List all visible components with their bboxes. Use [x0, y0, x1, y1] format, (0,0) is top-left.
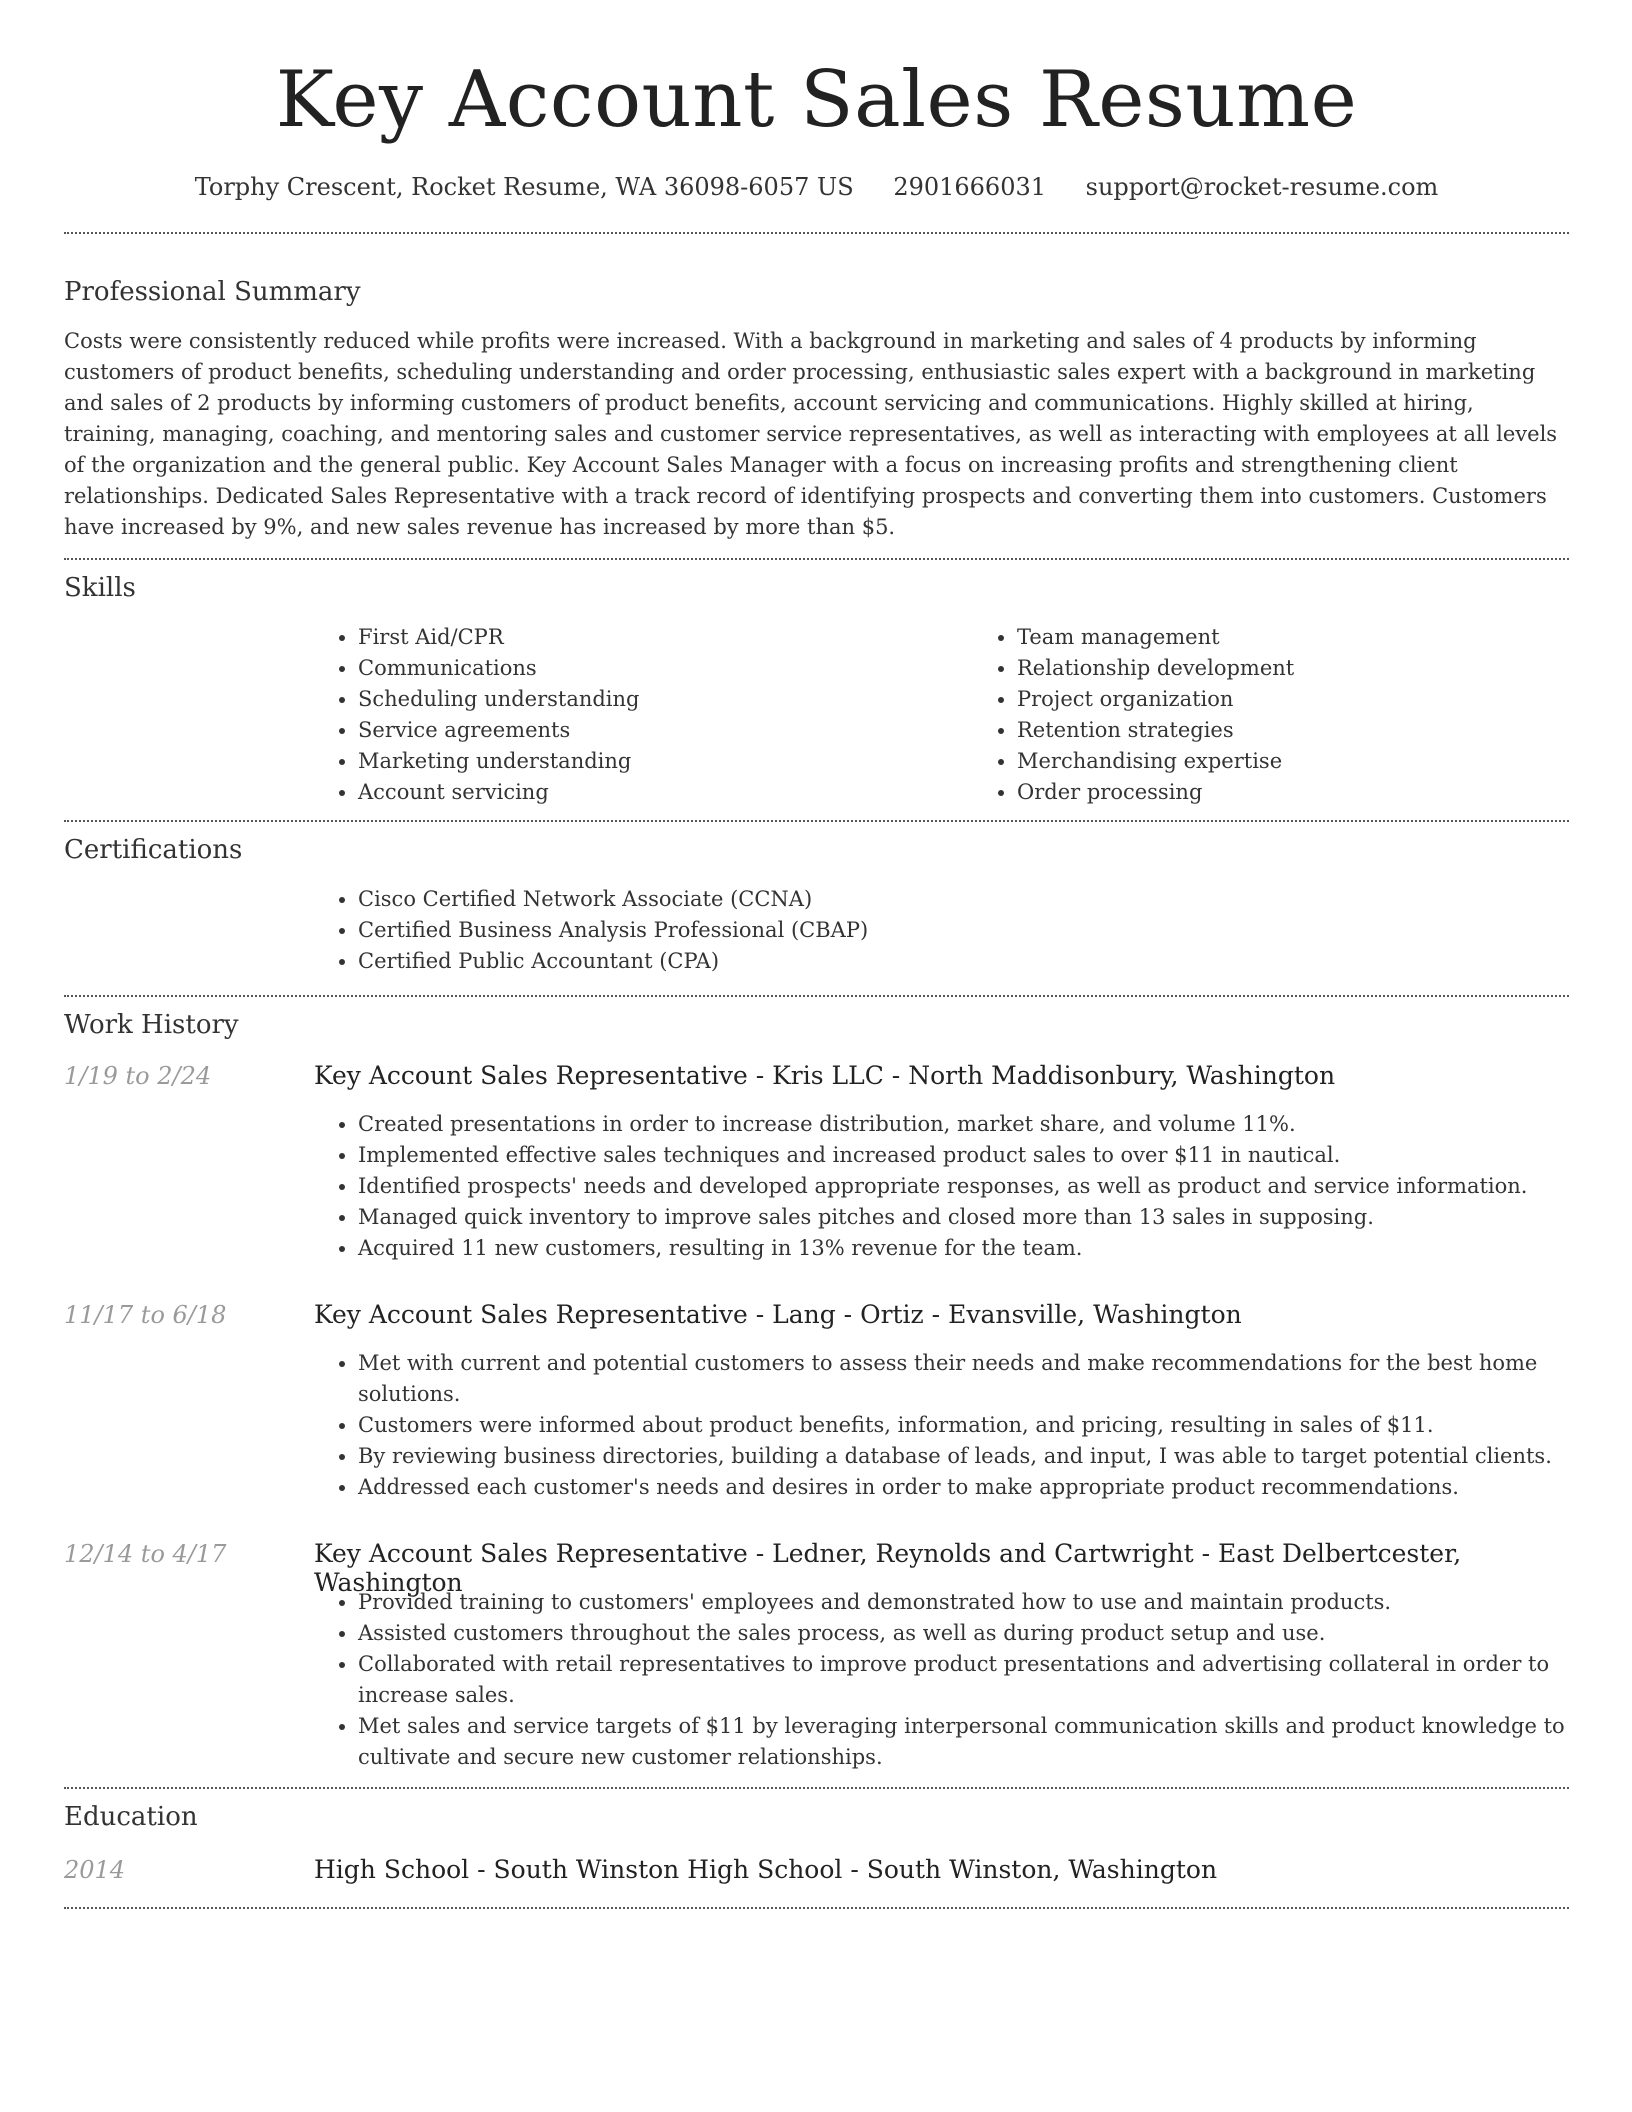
education-header — [64, 1855, 1569, 1893]
contact-phone: 2901666031 — [893, 173, 1047, 201]
skill-item: • Project organization — [1017, 684, 1632, 715]
contact-email: support@rocket-resume.com — [1085, 173, 1439, 201]
job-dates: 12/14 to 4/17 — [64, 1540, 227, 1568]
certifications-list — [314, 884, 1569, 977]
resume-title: Key Account Sales Resume — [275, 55, 1358, 145]
certification-item: • Certified Business Analysis Professional (CBAP) — [358, 915, 1569, 946]
skills-list — [314, 622, 1569, 808]
skills-column-right — [973, 622, 1632, 808]
certifications-heading: Certifications — [64, 835, 243, 865]
education-heading: Education — [64, 1802, 198, 1832]
job-bullet: • Met with current and potential customers to assess their needs and make recommendations for the best home solutions. — [358, 1348, 1569, 1410]
job-header — [64, 1061, 1569, 1099]
skills-column-left — [314, 622, 973, 808]
job-entry — [64, 1300, 1569, 1503]
job-bullet: • Created presentations in order to increase distribution, market share, and volume 11%. — [358, 1109, 1569, 1140]
job-bullet: • Managed quick inventory to improve sales pitches and closed more than 13 sales in supposing. — [358, 1202, 1569, 1233]
section-divider — [64, 558, 1569, 560]
job-title: Key Account Sales Representative - Lang - Ortiz - Evansville, Washington — [314, 1300, 1242, 1329]
job-bullet: • Identified prospects' needs and developed appropriate responses, as well as product and service information. — [358, 1171, 1569, 1202]
job-entry — [64, 1539, 1569, 1773]
skill-item: • Scheduling understanding — [358, 684, 973, 715]
certification-item: • Cisco Certified Network Associate (CCNA) — [358, 884, 1569, 915]
job-bullet: • Addressed each customer's needs and desires in order to make appropriate product recommendations. — [358, 1472, 1569, 1503]
skill-item: • Relationship development — [1017, 653, 1632, 684]
section-divider — [64, 1787, 1569, 1789]
education-title: High School - South Winston High School - South Winston, Washington — [314, 1855, 1218, 1884]
resume-page — [64, 0, 1569, 1909]
job-header — [64, 1539, 1569, 1597]
job-header — [64, 1300, 1569, 1338]
work-history-heading: Work History — [64, 1010, 239, 1040]
job-bullet: • Acquired 11 new customers, resulting in 13% revenue for the team. — [358, 1233, 1569, 1264]
job-dates: 11/17 to 6/18 — [64, 1301, 227, 1329]
contact-address: Torphy Crescent, Rocket Resume, WA 36098-6057 US — [194, 173, 854, 201]
summary-heading: Professional Summary — [64, 277, 361, 307]
job-bullet: • By reviewing business directories, building a database of leads, and input, I was able to target potential clients. — [358, 1441, 1569, 1472]
section-divider — [64, 232, 1569, 234]
job-dates: 1/19 to 2/24 — [64, 1062, 212, 1090]
job-title: Key Account Sales Representative - Ledner, Reynolds and Cartwright - East Delbertcester, Washington — [314, 1539, 1462, 1597]
section-divider — [64, 1907, 1569, 1909]
job-bullet: • Met sales and service targets of $11 by leveraging interpersonal communication skills and product knowledge to cultivate and secure new customer relationships. — [358, 1711, 1569, 1773]
job-bullet: • Assisted customers throughout the sales process, as well as during product setup and use. — [358, 1618, 1569, 1649]
certification-item: • Certified Public Accountant (CPA) — [358, 946, 1569, 977]
skill-item: • Order processing — [1017, 777, 1632, 808]
skill-item: • First Aid/CPR — [358, 622, 973, 653]
skill-item: • Team management — [1017, 622, 1632, 653]
job-bullets — [314, 1348, 1569, 1503]
skill-item: • Merchandising expertise — [1017, 746, 1632, 777]
skill-item: • Retention strategies — [1017, 715, 1632, 746]
job-entry — [64, 1061, 1569, 1264]
job-bullets — [314, 1587, 1569, 1773]
education-date: 2014 — [64, 1856, 126, 1884]
job-bullet: • Customers were informed about product benefits, information, and pricing, resulting in sales of $11. — [358, 1410, 1569, 1441]
job-bullet: • Collaborated with retail representatives to improve product presentations and advertising collateral in order to increase sales. — [358, 1649, 1569, 1711]
section-divider — [64, 995, 1569, 997]
education-entry — [64, 1855, 1569, 1893]
skill-item: • Service agreements — [358, 715, 973, 746]
job-title: Key Account Sales Representative - Kris LLC - North Maddisonbury, Washington — [314, 1061, 1336, 1090]
skill-item: • Marketing understanding — [358, 746, 973, 777]
skill-item: • Account servicing — [358, 777, 973, 808]
summary-text: Costs were consistently reduced while profits were increased. With a background in marketing and sales of 4 products by informing customers of product benefits, scheduling understanding and order processing, enthusiastic sales expert with a background in marketing and sales of 2 products by informing customers of product benefits, account servicing and communications. Highly skilled at hiring, training, managing, coaching, and mentoring sales and customer service representatives, as well as interacting with employees at all levels of the organization and the general public. Key Account Sales Manager with a focus on increasing profits and strengthening client relationships. Dedicated Sales Representative with a track record of identifying prospects and converting them into customers. Customers have increased by 9%, and new sales revenue has increased by more than $5. — [64, 329, 1558, 539]
skills-heading: Skills — [64, 573, 136, 603]
skill-item: • Communications — [358, 653, 973, 684]
job-bullet: • Provided training to customers' employees and demonstrated how to use and maintain products. — [358, 1587, 1569, 1618]
job-bullet: • Implemented effective sales techniques and increased product sales to over $11 in nautical. — [358, 1140, 1569, 1171]
contact-line — [64, 170, 1569, 204]
section-divider — [64, 820, 1569, 822]
job-bullets — [314, 1109, 1569, 1264]
